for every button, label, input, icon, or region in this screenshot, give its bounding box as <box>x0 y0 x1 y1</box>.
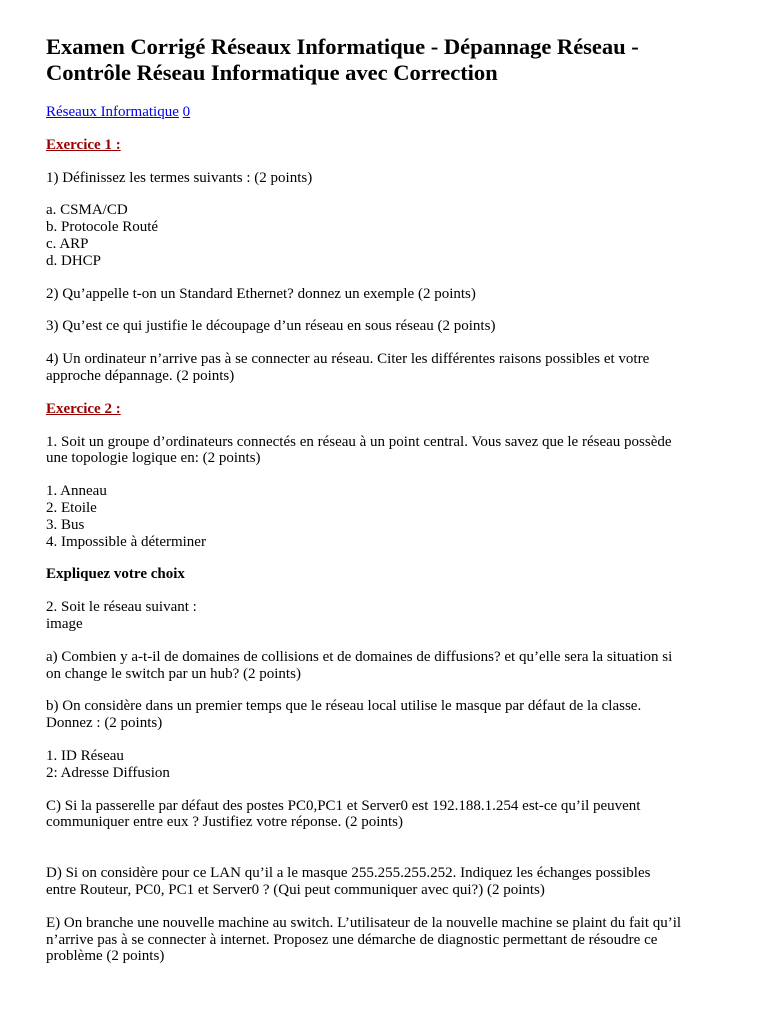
ex1-question-2: 2) Qu’appelle t-on un Standard Ethernet? donnez un exemple (2 points) <box>46 285 476 302</box>
ex2-question-b <box>46 698 738 732</box>
comments-count-link[interactable]: 0 <box>182 104 191 120</box>
ex2-question-b-line-1: b) On considère dans un premier temps que le réseau local utilise le masque par défaut de la classe. <box>46 698 642 715</box>
ex2-question-c-line-2: communiquer entre eux ? Justifiez votre réponse. (2 points) <box>46 814 403 831</box>
ex1-question-1-terms <box>46 202 738 269</box>
ex2-question-d-line-2: entre Routeur, PC0, PC1 et Server0 ? (Qui peut communiquer avec qui?) (2 points) <box>46 881 545 898</box>
ex2-question-d <box>46 865 738 899</box>
list-item: 1. Anneau <box>46 483 107 500</box>
exercise-2-heading: Exercice 2 : <box>46 400 121 417</box>
ex2-question-b-line-2: Donnez : (2 points) <box>46 715 163 732</box>
exercise-1-heading: Exercice 1 : <box>46 136 121 153</box>
ex2-question-1 <box>46 434 738 468</box>
ex2-question-c-line-1: C) Si la passerelle par défaut des postes PC0,PC1 et Server0 est 192.188.1.254 est-ce qu’il peuvent <box>46 797 641 814</box>
ex2-question-e-line-3: problème (2 points) <box>46 948 165 965</box>
ex1-question-1: 1) Définissez les termes suivants : (2 points) <box>46 169 313 186</box>
list-item: 4. Impossible à déterminer <box>46 533 206 550</box>
ex2-question-1-options <box>46 483 738 550</box>
page-title <box>46 34 738 86</box>
page-title-line-1: Examen Corrigé Réseaux Informatique - Dépannage Réseau - <box>46 34 639 59</box>
list-item: b. Protocole Routé <box>46 219 159 236</box>
ex2-question-d-line-1: D) Si on considère pour ce LAN qu’il a le masque 255.255.255.252. Indiquez les échanges possibles <box>46 865 651 882</box>
list-item: 3. Bus <box>46 516 85 533</box>
ex1-question-4-line-2: approche dépannage. (2 points) <box>46 367 235 384</box>
ex2-question-1-line-1: 1. Soit un groupe d’ordinateurs connectés en réseau à un point central. Vous savez que le réseau possède <box>46 433 672 450</box>
explain-choice-heading: Expliquez votre choix <box>46 566 185 583</box>
ex2-question-a <box>46 649 738 683</box>
list-item: a. CSMA/CD <box>46 202 128 219</box>
list-item: 2. Etoile <box>46 499 97 516</box>
ex1-question-4 <box>46 351 738 385</box>
ex2-question-a-line-1: a) Combien y a-t-il de domaines de collisions et de domaines de diffusions? et qu’elle sera la situation si <box>46 648 673 665</box>
ex1-question-3: 3) Qu’est ce qui justifie le découpage d’un réseau en sous réseau (2 points) <box>46 318 496 335</box>
ex1-question-4-line-1: 4) Un ordinateur n’arrive pas à se connecter au réseau. Citer les différentes raisons possibles et votre <box>46 351 650 368</box>
list-item: d. DHCP <box>46 252 102 269</box>
ex2-question-1-line-2: une topologie logique en: (2 points) <box>46 450 261 467</box>
ex2-question-2 <box>46 599 738 633</box>
ex2-question-e-line-2: n’arrive pas à se connecter à internet. Proposez une démarche de diagnostic permettant de résoudre ce <box>46 931 658 948</box>
ex2-question-e-line-1: E) On branche une nouvelle machine au switch. L’utilisateur de la nouvelle machine se plaint du fait qu’il <box>46 914 682 931</box>
list-item: 1. ID Réseau <box>46 747 124 764</box>
category-link[interactable]: Réseaux Informatique <box>46 104 179 120</box>
ex2-question-e <box>46 915 738 965</box>
post-labels <box>46 104 738 121</box>
list-item: c. ARP <box>46 235 89 252</box>
list-item: 2: Adresse Diffusion <box>46 764 170 781</box>
image-placeholder-text: image <box>46 615 83 632</box>
page-title-line-2: Contrôle Réseau Informatique avec Correction <box>46 60 498 85</box>
ex2-question-b-items <box>46 748 738 782</box>
ex2-question-2-line-1: 2. Soit le réseau suivant : <box>46 599 197 616</box>
ex2-question-a-line-2: on change le switch par un hub? (2 points) <box>46 665 301 682</box>
ex2-question-c <box>46 798 738 832</box>
